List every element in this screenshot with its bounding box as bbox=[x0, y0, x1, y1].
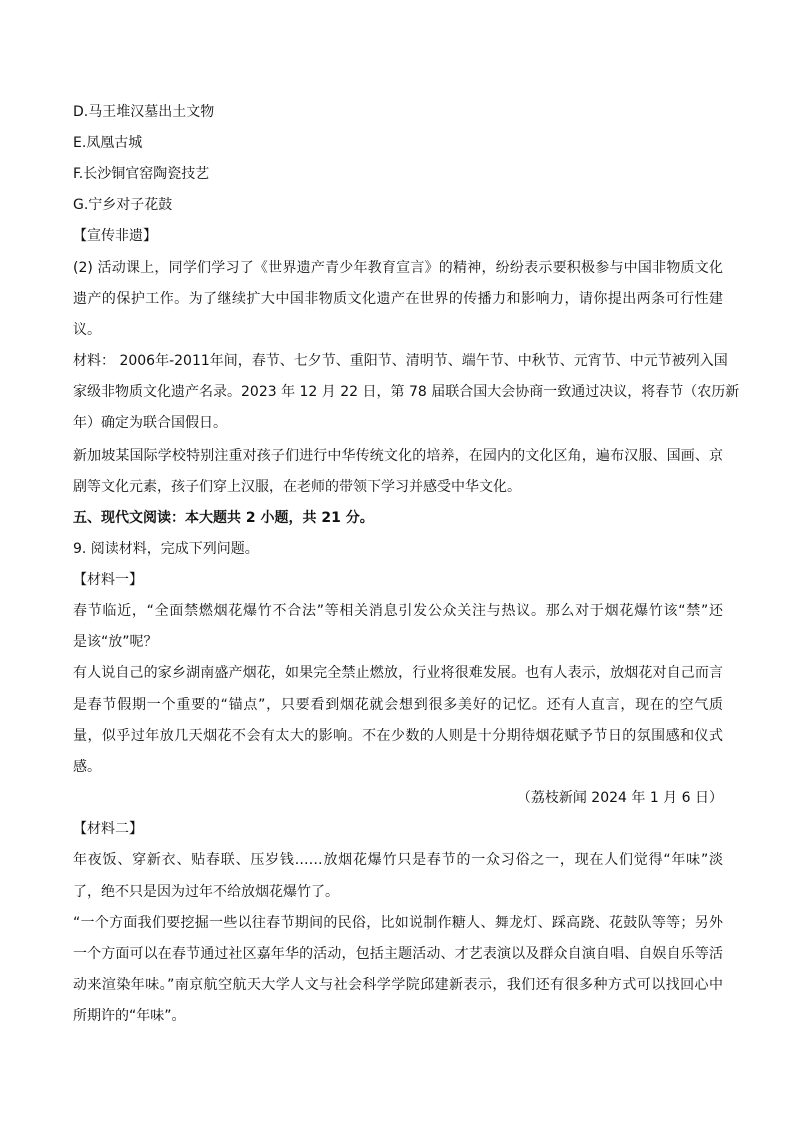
material-2-line: 动来渲染年味。”南京航空航天大学人文与社会科学学院邱建新表示，我们还有很多种方式可以找回心中 bbox=[73, 977, 723, 993]
question-2-line: 遗产的保护工作。为了继续扩大中国非物质文化遗产在世界的传播力和影响力，请你提出两条可行性建 bbox=[73, 291, 723, 307]
material-line: 家级非物质文化遗产名录。2023 年 12 月 22 日，第 78 届联合国大会协商一致通过决议，将春节（农历新 bbox=[73, 384, 740, 400]
material-2-line: 所期许的“年味”。 bbox=[73, 1008, 186, 1024]
singapore-line: 新加坡某国际学校特别注重对孩子们进行中华传统文化的培养，在园内的文化区角，遍布汉服、国画、京 bbox=[73, 448, 723, 464]
material-line: 材料： 2006年-2011年间，春节、七夕节、重阳节、清明节、端午节、中秋节、元宵节、中元节被列入国 bbox=[73, 353, 728, 369]
section-heading-promote: 【宣传非遗】 bbox=[73, 228, 157, 244]
question-9: 9. 阅读材料，完成下列问题。 bbox=[73, 541, 259, 557]
material-2-heading: 【材料二】 bbox=[73, 821, 143, 837]
material-2-line: 了，绝不只是因为过年不给放烟花爆竹了。 bbox=[73, 884, 339, 900]
material-1-line: 量，似乎过年放几天烟花不会有太大的影响。不在少数的人则是十分期待烟花赋予节日的氛围感和仪式 bbox=[73, 728, 723, 744]
question-2-line: (2) 活动课上，同学们学习了《世界遗产青少年教育宣言》的精神，纷纷表示要积极参与中国非物质文化 bbox=[73, 260, 723, 276]
material-2-line: “一个方面我们要挖掘一些以往春节期间的民俗，比如说制作糖人、舞龙灯、踩高跷、花鼓队等等；另外 bbox=[73, 915, 723, 931]
material-1-heading: 【材料一】 bbox=[73, 572, 143, 588]
section-5-heading: 五、现代文阅读：本大题共 2 小题，共 21 分。 bbox=[73, 510, 374, 526]
material-1-line: 感。 bbox=[73, 759, 101, 775]
singapore-line: 剧等文化元素，孩子们穿上汉服，在老师的带领下学习并感受中华文化。 bbox=[73, 479, 521, 495]
source-citation: （荔枝新闻 2024 年 1 月 6 日） bbox=[516, 790, 723, 806]
material-1-line: 有人说自己的家乡湖南盛产烟花，如果完全禁止燃放，行业将很难发展。也有人表示，放烟花对自己而言 bbox=[73, 665, 723, 681]
material-1-line: 是该“放”呢？ bbox=[73, 634, 158, 650]
option-e: E.凤凰古城 bbox=[73, 135, 143, 151]
material-1-line: 春节临近，“全面禁燃烟花爆竹不合法”等相关消息引发公众关注与热议。那么对于烟花爆竹该“禁”还 bbox=[73, 603, 723, 619]
option-g: G.宁乡对子花鼓 bbox=[73, 197, 173, 213]
option-f: F.长沙铜官窑陶瓷技艺 bbox=[73, 166, 210, 182]
question-2-line: 议。 bbox=[73, 322, 101, 338]
option-d: D.马王堆汉墓出土文物 bbox=[73, 104, 215, 120]
material-2-line: 年夜饭、穿新衣、贴春联、压岁钱……放烟花爆竹只是春节的一众习俗之一，现在人们觉得“年味”淡 bbox=[73, 852, 723, 868]
material-line: 年）确定为联合国假日。 bbox=[73, 415, 227, 431]
material-2-line: 一个方面可以在春节通过社区嘉年华的活动，包括主题活动、才艺表演以及群众自演自唱、自娱自乐等活 bbox=[73, 946, 723, 962]
material-1-line: 是春节假期一个重要的“锚点”，只要看到烟花就会想到很多美好的记忆。还有人直言，现在的空气质 bbox=[73, 697, 723, 713]
